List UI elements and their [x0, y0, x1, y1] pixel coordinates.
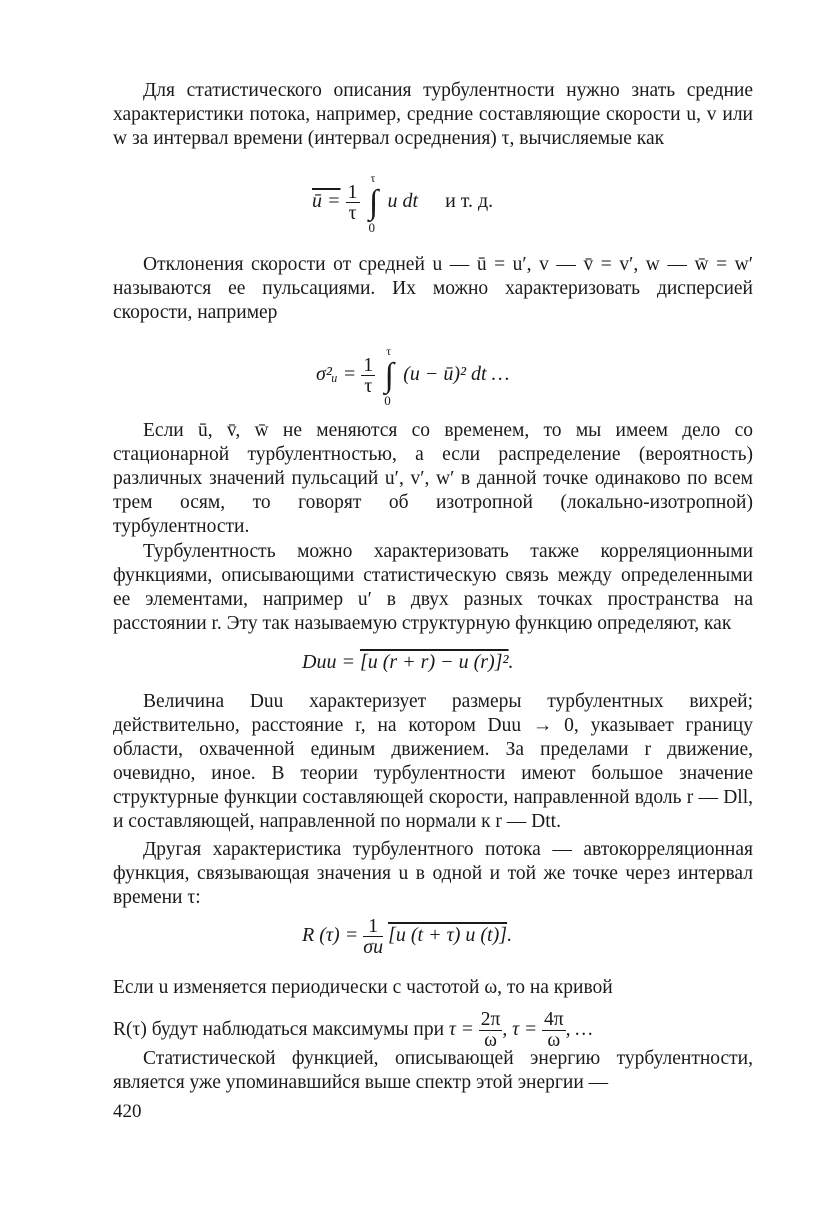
formula-maxima: τ = $\frac{2\pi}{\omega}$ , τ = $\frac{4\pi}{\omega}$ , …: [448, 1009, 593, 1051]
formula-dispersion: σ²ᵤ = $\frac{1}{\tau}$ ∫ τ 0 (u − ū)² dt …: [316, 343, 510, 408]
formula-mean-velocity: ū = $\frac{1}{\tau}$ ∫ τ 0 u dt и т. д.: [312, 170, 494, 235]
paragraph-4: Турбулентность можно характеризовать также корреляционными функциями, описывающими статистическую связь между определенными ее элементами, например u′ в двух разных точках пространства на расстоянии r. Эту так называемую структурную функцию определяют, как: [113, 541, 753, 634]
page-number: 420: [113, 1101, 142, 1122]
paragraph-7-line-2: R(τ) будут наблюдаться максимумы при τ = $\frac{2\pi}{\omega}$ , τ = $\frac{4\pi}{\omega}$ , …: [113, 1009, 593, 1051]
formula-structure-function: Duu = [u (r + r) − u (r)]².: [302, 651, 514, 673]
integral-sign: ∫ τ 0: [384, 343, 394, 408]
paragraph-8: Статистической функцией, описывающей энергию турбулентности, является уже упоминавшийся выше спектр этой энергии —: [113, 1048, 753, 1093]
formula-autocorrelation: R (τ) = $\frac{1}{\sigma u}$ [u (t + τ) u (t)].: [302, 915, 513, 958]
fraction: $\frac{2\pi}{\omega}$: [480, 1009, 501, 1051]
paragraph-6: Другая характеристика турбулентного потока — автокорреляционная функция, связывающая значения u в одной и той же точке через интервал времени τ:: [113, 839, 753, 908]
fraction: $\frac{1}{\tau}$: [363, 354, 374, 397]
fraction: $\frac{1}{\tau}$: [347, 181, 358, 224]
fraction: $\frac{4\pi}{\omega}$: [544, 1009, 564, 1051]
paragraph-3: Если ū, v̄, w̄ не меняются со временем, то мы имеем дело со стационарной турбулентностью, а если распределение (вероятность) различных значений пульсаций u′, v′, w′ в данной точке одинаково по всем трем осям, то говорят об изотропной (локально-изотропной) турбулентности.: [113, 420, 753, 537]
paragraph-1: Для статистического описания турбулентности нужно знать средние характеристики потока, например, средние составляющие скорости u, v или w за интервал времени (интервал осреднения) τ, вычисляемые как: [113, 80, 753, 149]
paragraph-2: Отклонения скорости от средней u — ū = u′, v — v̄ = v′, w — w̄ = w′ называются ее пульсациями. Их можно характеризовать дисперсией скорости, например: [113, 254, 753, 323]
integral-sign: ∫ τ 0: [368, 170, 379, 235]
paragraph-7: Если u изменяется периодически с частотой ω, то на кривой: [113, 977, 613, 998]
fraction: $\frac{1}{\sigma u}$: [363, 915, 384, 958]
paragraph-5: Величина Duu характеризует размеры турбулентных вихрей; действительно, расстояние r, на котором Duu → 0, указывает границу области, охваченной единым движением. За пределами r движение, очевидно, иное. В теории турбулентности имеют большое значение структурные функции составляющей скорости, направленной вдоль r — Dll, и составляющей, направленной по нормали к r — Dtt.: [113, 691, 753, 832]
